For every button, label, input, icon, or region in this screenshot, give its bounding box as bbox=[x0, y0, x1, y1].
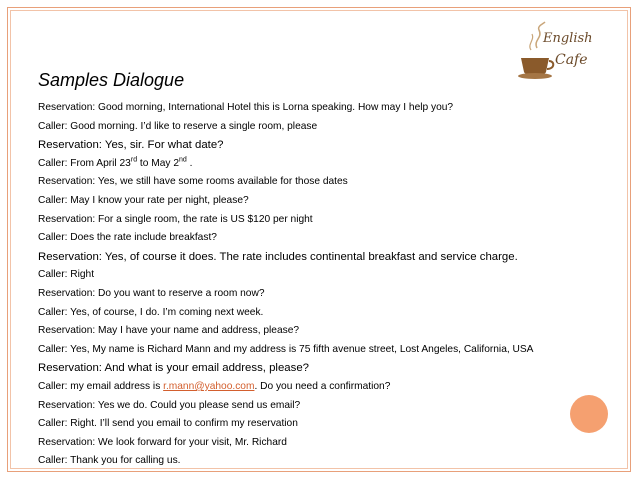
dialogue-line bbox=[38, 155, 598, 174]
english-cafe-logo bbox=[515, 18, 595, 84]
dialogue-line: Reservation: Do you want to reserve a room now? bbox=[38, 287, 265, 299]
dialogue-line: Reservation: We look forward for your visit, Mr. Richard bbox=[38, 436, 287, 448]
dialogue-line bbox=[38, 378, 598, 397]
dialogue-text: Caller: my email address is bbox=[38, 380, 164, 392]
dialogue-text: . bbox=[186, 157, 193, 169]
dialogue-line: Reservation: For a single room, the rate is US $120 per night bbox=[38, 213, 313, 225]
dialogue-line: Reservation: Yes we do. Could you please send us email? bbox=[38, 399, 301, 411]
dialogue-line: Caller: Right bbox=[38, 269, 95, 281]
dialogue-body bbox=[38, 99, 598, 471]
dialogue-line: Caller: Does the rate include breakfast? bbox=[38, 232, 217, 244]
dialogue-line: Caller: Thank you for calling us. bbox=[38, 455, 181, 467]
dialogue-line: Reservation: Good morning, International Hotel this is Lorna speaking. How may I help you? bbox=[38, 102, 454, 113]
dialogue-line: Reservation: Yes, of course it does. The rate includes continental breakfast and service charge. bbox=[38, 250, 518, 263]
decorative-circle bbox=[570, 395, 608, 433]
email-link[interactable]: r.mann@yahoo.com bbox=[163, 380, 255, 392]
dialogue-line: Caller: May I know your rate per night, please? bbox=[38, 194, 249, 206]
dialogue-line: Caller: Yes, My name is Richard Mann and my address is 75 fifth avenue street, Lost Angeles, California, USA bbox=[38, 343, 534, 355]
logo-text-english: English bbox=[543, 31, 593, 46]
dialogue-line: Reservation: May I have your name and address, please? bbox=[38, 325, 300, 337]
dialogue-text: to May 2 bbox=[137, 157, 179, 169]
dialogue-line: Caller: Right. I’ll send you email to confirm my reservation bbox=[38, 418, 298, 430]
slide-title: Samples Dialogue bbox=[38, 70, 185, 90]
dialogue-text: . Do you need a confirmation? bbox=[254, 380, 391, 392]
dialogue-line: Caller: Good morning. I’d like to reserve a single room, please bbox=[38, 120, 318, 132]
logo-text-cafe: Cafe bbox=[555, 52, 588, 68]
dialogue-line: Reservation: Yes, sir. For what date? bbox=[38, 139, 224, 152]
dialogue-line: Caller: Yes, of course, I do. I’m coming next week. bbox=[38, 306, 264, 318]
dialogue-line: Reservation: And what is your email address, please? bbox=[38, 362, 309, 375]
ordinal-suffix: nd bbox=[179, 156, 187, 164]
dialogue-line: Reservation: Yes, we still have some rooms available for those dates bbox=[38, 176, 348, 188]
dialogue-text: Caller: From April 23 bbox=[38, 157, 131, 169]
ordinal-suffix: rd bbox=[130, 156, 138, 164]
